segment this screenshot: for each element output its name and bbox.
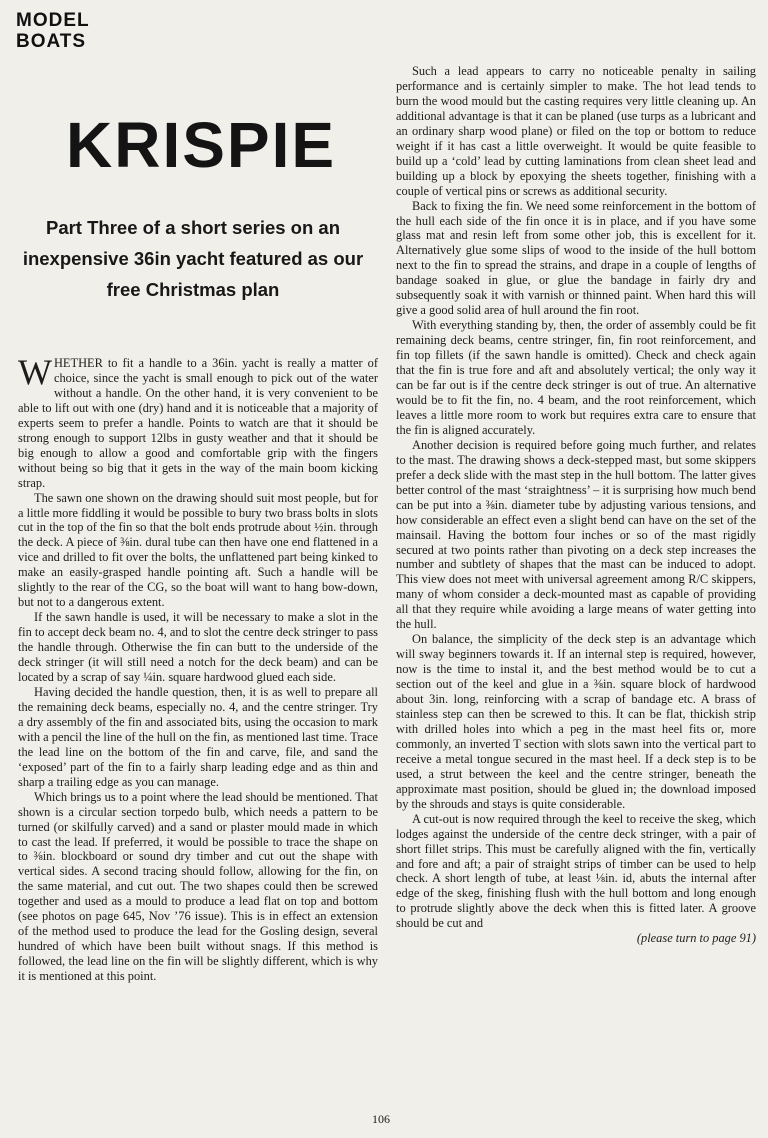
paragraph: Another decision is required before going much further, and relates to the mast. The drawing shows a deck-stepped mast, but some skippers prefer a deck slide with the mast step in the hull bottom. The latter gives better control of the mast ‘straightness’ – it is surprising how much bend can be put into a ⅜in. diameter tube by adjusting various tensions, and how considerable an effect even a slight bend can have on the set of the mainsail. Having the bottom four inches or so of the mast rigidly secured at two points rather than pivoting on a deck step increases the number and subtlety of shapes that the mast can be induced to adopt. This view does not meet with universal agreement among R/C skippers, many of whom consider a deck-mounted mast as capable of providing all that they require while avoiding a large means of water getting into the hull. xyxy=(396,437,756,632)
masthead-line-1: MODEL xyxy=(16,10,90,31)
magazine-masthead xyxy=(16,10,90,52)
paragraph: Back to fixing the fin. We need some reinforcement in the bottom of the hull each side of the fin once it is in place, and if you have some glass mat and resin left from some other job, this is excellent for it. Alternatively glue some slips of wood to the inside of the hull bottom next to the fin to spread the strains, and drape in a couple of lengths of bandage soaked in glue, or glue the bandage in fairly dry and subsequently soak it with varnish or thinned paint. When hard this will give a good solid area of hull around the fin root. xyxy=(396,198,756,318)
continuation-note: (please turn to page 91) xyxy=(636,931,756,946)
masthead-line-2: BOATS xyxy=(16,31,87,52)
paragraph: The sawn one shown on the drawing should suit most people, but for a little more fiddling it would be possible to bury two brass bolts in slots cut in the top of the fin so that the bolt ends protrude about ½in. through the deck. A piece of ⅜in. dural tube can then have one end flattened in a vice and drilled to fit over the bolts, the unflattened part being kinked to make an easily-grasped handle pointing aft. Such a handle will be slightly to the rear of the CG, so the boat will want to hang bow-down, but not to a dangerous extent. xyxy=(18,490,378,610)
paragraph: With everything standing by, then, the order of assembly could be fit remaining deck beams, centre stringer, fin, fin root reinforcement, and fin top fillets (if the sawn handle is omitted). Check and check again that the fin is true fore and aft and absolutely vertical; the only way it can be far out is if the centre deck stringer is out of true. An alternative would be to fit the fin, no. 4 beam, and the root reinforcement, which leaves a little more room to work but requires extra care to ensure that the fin is aligned accurately. xyxy=(396,318,756,437)
paragraph: Such a lead appears to carry no noticeable penalty in sailing performance and is certainly simpler to make. The hot lead tends to burn the wood mould but the casting requires very little cleaning up. An additional advantage is that it can be planed (use turps as a lubricant and an ordinary sharp wood plane) or filed on the top or bottom to reduce weight if it has cast a little overweight. It would be quite feasible to build up a ‘cold’ lead by cutting laminations from clean sheet lead and building up a block by epoxying the sheets together, finishing with a couple of vertical pins or screws as additional security. xyxy=(396,64,756,198)
article-title: KRISPIE xyxy=(66,109,337,181)
left-column xyxy=(18,352,378,984)
paragraph: Having decided the handle question, then, it is as well to prepare all the remaining deck beams, especially no. 4, and the centre stringer. Try a dry assembly of the fin and associated bits, using the occasion to mark with a pencil the line of the hull on the fin, as mentioned last time. Trace the lead line on the bottom of the fin and carve, file, and sand the ‘exposed’ part of the fin to a fairly sharp leading edge and as thin and sharp a trailing edge as you can manage. xyxy=(18,684,378,789)
drop-cap: W xyxy=(18,352,52,392)
article-subtitle: Part Three of a short series on an inexpensive 36in yacht featured as our free Christmas plan xyxy=(22,217,364,300)
paragraph-text: HETHER to fit a handle to a 36in. yacht is really a matter of choice, since the yacht is small enough to pick out of the water without a handle. On the other hand, it is very convenient to be able to lift out with one (dry) hand and it is noticeable that a majority of experts seem to prefer a handle. Points to watch are that it should be strong enough to support 12lbs in gusty weather and that it should be big enough to allow a good and comfortable grip with the fingers without being so big that it gets in the way of the main boom kicking strap. xyxy=(18,356,378,490)
paragraph xyxy=(18,352,378,491)
page-number: 106 xyxy=(372,1112,390,1126)
paragraph: A cut-out is now required through the keel to receive the skeg, which lodges against the underside of the centre deck stringer, with a pair of short fillet strips. This must be carefully aligned with the fin, vertically and fore and aft; a pair of straight strips of timber can be used to help check. A short length of tube, at least ⅛in. id, abuts the internal after edge of the skeg, finishing flush with the hull bottom and long enough to protrude slightly above the deck when this is fitted later. A groove should be cut and xyxy=(396,811,756,931)
paragraph: On balance, the simplicity of the deck step is an advantage which will sway beginners towards it. If an internal step is required, however, now is the time to instal it, and the best method would be to cut a section out of the keel and glue in a ⅜in. square block of hardwood about 3in. long, reinforcing with a scrap of bandage etc. A brass of stainless step can then be screwed to this. It can be flat, thickish strip with drilled holes into which a peg in the mast heel fits or, more commonly, an inverted T section with slots sawn into the vertical part to receive a metal tongue secured in the mast heel. If a deck step is to be used, a strut between the keel and the centre stringer, beneath the approximate mast position, should be glued in; the download imposed by the shrouds and stays is quite considerable. xyxy=(396,632,756,811)
paragraph: If the sawn handle is used, it will be necessary to make a slot in the fin to accept deck beam no. 4, and to slot the centre deck stringer to pass the handle through. Otherwise the fin can butt to the underside of the deck stringer (it will still need a notch for the deck beam) and can be located by a scrap of say ¼in. square hardwood glued each side. xyxy=(18,610,378,685)
right-column xyxy=(396,64,756,946)
paragraph: Which brings us to a point where the lead should be mentioned. That shown is a circular section torpedo bulb, which needs a pattern to be turned (or skilfully carved) and a sand or plaster mould made in which to cast the lead. If preferred, it would be possible to trace the shape on to ⅜in. blockboard or sound dry timber and cut out the shape with vertical sides. A second tracing should follow, allowing for the fin, on the same material, and cut out. The two shapes could then be screwed together and used as a mould to produce a lead flat on top and bottom (see photos on page 645, Nov ’76 issue). This is in effect an extension of the method used to produce the lead for the Gosling design, several hundred of which have been built without snags. If this method is followed, the lead line on the fin will be slightly different, which is why it is mentioned at this point. xyxy=(18,789,378,984)
